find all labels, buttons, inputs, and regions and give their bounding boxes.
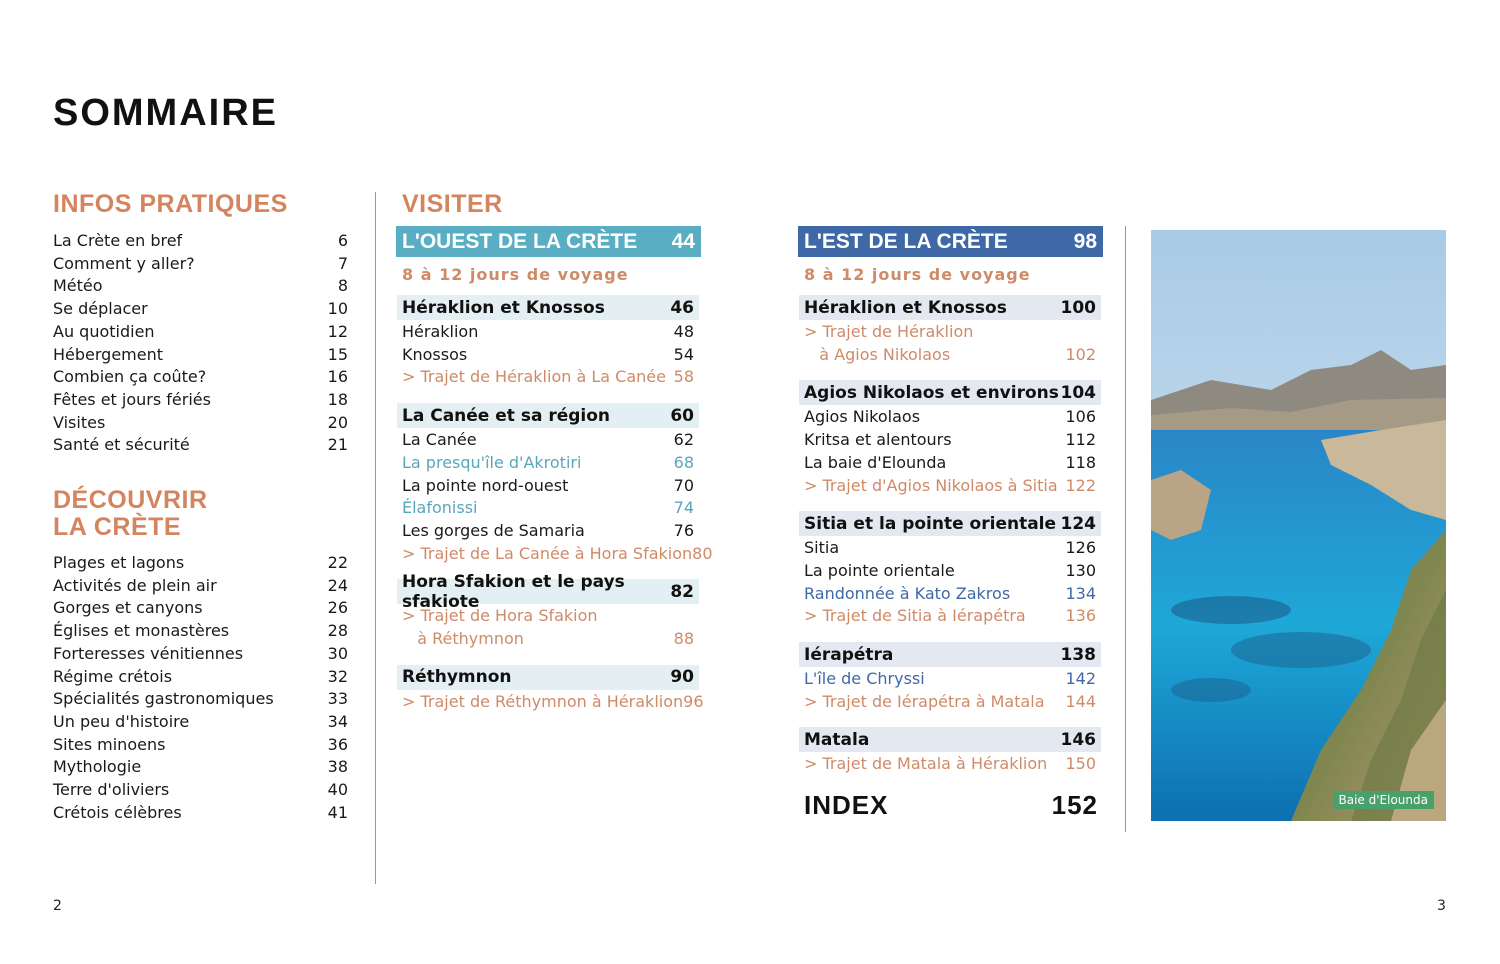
toc-entry[interactable] bbox=[53, 230, 348, 252]
toc-entry[interactable] bbox=[402, 452, 694, 474]
toc-entry-label: Activités de plein air bbox=[53, 575, 217, 595]
toc-group-heading[interactable] bbox=[799, 642, 1101, 667]
toc-entry-label: La baie d'Elounda bbox=[804, 452, 947, 472]
toc-entry-page: 54 bbox=[673, 344, 694, 364]
toc-entry[interactable] bbox=[53, 275, 348, 297]
toc-entry-page: 30 bbox=[327, 643, 348, 663]
toc-entry-label: Se déplacer bbox=[53, 299, 148, 319]
toc-entry[interactable] bbox=[402, 475, 694, 497]
region-title: L'OUEST DE LA CRÈTE bbox=[402, 229, 638, 253]
toc-group-page: 46 bbox=[670, 297, 694, 318]
toc-entry-page: 62 bbox=[673, 430, 694, 450]
toc-entry-label: Météo bbox=[53, 276, 103, 296]
toc-group-heading[interactable] bbox=[397, 571, 699, 612]
toc-group-page: 138 bbox=[1060, 644, 1096, 665]
toc-entry-label: > Trajet d'Agios Nikolaos à Sitia bbox=[804, 475, 1058, 495]
toc-entry-page: 38 bbox=[327, 757, 348, 777]
toc-entry[interactable] bbox=[804, 753, 1096, 775]
toc-entry[interactable] bbox=[402, 543, 713, 565]
region-page: 44 bbox=[671, 229, 695, 253]
toc-entry[interactable] bbox=[804, 475, 1096, 497]
toc-entry[interactable] bbox=[804, 452, 1096, 474]
toc-entry-label: Randonnée à Kato Zakros bbox=[804, 583, 1011, 603]
section-heading-decouvrir bbox=[53, 487, 208, 541]
toc-entry[interactable] bbox=[53, 321, 348, 343]
trip-duration: 8 à 12 jours de voyage bbox=[804, 265, 1031, 284]
toc-entry-label: Knossos bbox=[402, 344, 468, 364]
toc-entry-label: La pointe nord-ouest bbox=[402, 475, 569, 495]
toc-entry[interactable] bbox=[402, 628, 694, 650]
page-title: SOMMAIRE bbox=[53, 92, 278, 134]
toc-group-heading[interactable] bbox=[799, 511, 1101, 536]
toc-group-page: 82 bbox=[670, 581, 694, 602]
toc-entry-page: 18 bbox=[327, 389, 348, 409]
toc-entry-page: 40 bbox=[327, 780, 348, 799]
toc-entry[interactable] bbox=[402, 366, 694, 388]
toc-entry-label: Sites minoens bbox=[53, 734, 166, 754]
toc-group-heading[interactable] bbox=[397, 295, 699, 320]
toc-entry-page: 142 bbox=[1065, 669, 1096, 688]
toc-entry[interactable] bbox=[53, 666, 348, 688]
toc-entry[interactable] bbox=[53, 688, 348, 710]
toc-entry-label: Mythologie bbox=[53, 757, 142, 777]
toc-entry-page: 21 bbox=[327, 435, 348, 455]
toc-entry-page: 22 bbox=[327, 553, 348, 572]
toc-group-page: 124 bbox=[1060, 513, 1096, 534]
section-heading-infos: INFOS PRATIQUES bbox=[53, 190, 288, 218]
toc-entry-label: Plages et lagons bbox=[53, 553, 185, 572]
toc-entry-label: Combien ça coûte? bbox=[53, 367, 207, 387]
column-divider bbox=[375, 192, 376, 884]
toc-entry-label: > Trajet de Matala à Héraklion bbox=[804, 754, 1048, 774]
toc-entry[interactable] bbox=[53, 434, 348, 456]
toc-entry[interactable] bbox=[402, 344, 694, 366]
toc-entry[interactable] bbox=[402, 321, 694, 343]
page-number-right: 3 bbox=[1437, 898, 1446, 914]
toc-group-heading[interactable] bbox=[799, 727, 1101, 752]
page-number-left: 2 bbox=[53, 898, 62, 914]
toc-group-title: Matala bbox=[804, 729, 870, 750]
toc-entry-label: Comment y aller? bbox=[53, 253, 195, 273]
toc-entry[interactable] bbox=[402, 429, 694, 451]
toc-entry-page: 144 bbox=[1065, 691, 1096, 711]
toc-entry[interactable] bbox=[804, 668, 1096, 690]
toc-entry[interactable] bbox=[53, 643, 348, 665]
toc-group-title: Agios Nikolaos et environs bbox=[804, 382, 1059, 403]
toc-group-page: 146 bbox=[1060, 729, 1096, 750]
toc-entry[interactable] bbox=[804, 537, 1096, 559]
toc-entry-label: La pointe orientale bbox=[804, 560, 955, 580]
toc-entry-label: Gorges et canyons bbox=[53, 598, 203, 618]
toc-entry-label: Fêtes et jours fériés bbox=[53, 389, 211, 409]
toc-group-title: Héraklion et Knossos bbox=[804, 297, 1007, 318]
toc-group-heading[interactable] bbox=[799, 295, 1101, 320]
trip-duration: 8 à 12 jours de voyage bbox=[402, 265, 629, 284]
toc-entry[interactable] bbox=[53, 575, 348, 597]
toc-entry-label: Forteresses vénitiennes bbox=[53, 643, 244, 663]
toc-entry[interactable] bbox=[402, 520, 694, 542]
section-heading-visiter: VISITER bbox=[402, 190, 503, 218]
toc-entry-label: Un peu d'histoire bbox=[53, 711, 190, 731]
toc-group-page: 60 bbox=[670, 405, 694, 426]
index-page: 152 bbox=[1051, 790, 1098, 820]
toc-entry-label: Élafonissi bbox=[402, 498, 478, 518]
toc-entry-label: > Trajet de Hora Sfakion bbox=[402, 606, 598, 626]
toc-entry[interactable] bbox=[804, 605, 1096, 627]
toc-group-title: Héraklion et Knossos bbox=[402, 297, 605, 318]
toc-entry-label: > Trajet de Héraklion à La Canée bbox=[402, 367, 666, 387]
toc-entry[interactable] bbox=[53, 389, 348, 411]
toc-entry[interactable] bbox=[804, 560, 1096, 582]
landscape-illustration bbox=[1151, 230, 1446, 821]
toc-entry-page: 96 bbox=[683, 691, 704, 711]
toc-group-heading[interactable] bbox=[799, 380, 1101, 405]
toc-entry-page: 136 bbox=[1065, 606, 1096, 626]
toc-entry-page: 32 bbox=[327, 666, 348, 686]
toc-group-heading[interactable] bbox=[397, 403, 699, 428]
section-heading-line: DÉCOUVRIR bbox=[53, 486, 208, 514]
toc-entry-page: 122 bbox=[1065, 475, 1096, 495]
toc-entry-page: 16 bbox=[327, 367, 348, 387]
column-divider bbox=[1125, 226, 1126, 832]
index-entry bbox=[804, 790, 1098, 821]
toc-entry-page: 48 bbox=[673, 322, 694, 341]
toc-entry-page: 102 bbox=[1065, 344, 1096, 364]
toc-entry-label: à Réthymnon bbox=[402, 629, 524, 648]
toc-entry-page: 68 bbox=[673, 452, 694, 472]
toc-entry[interactable] bbox=[53, 253, 348, 275]
toc-entry-page: 15 bbox=[327, 344, 348, 364]
toc-entry-label: Kritsa et alentours bbox=[804, 430, 952, 450]
toc-entry-page: 58 bbox=[673, 367, 694, 387]
toc-group-page: 100 bbox=[1060, 297, 1096, 318]
toc-entry[interactable] bbox=[53, 366, 348, 388]
toc-entry[interactable] bbox=[402, 605, 694, 627]
region-banner-est bbox=[798, 226, 1103, 257]
toc-entry[interactable] bbox=[402, 691, 704, 713]
toc-entry-page: 76 bbox=[673, 520, 694, 540]
toc-entry-label: Les gorges de Samaria bbox=[402, 520, 585, 540]
toc-entry-label: > Trajet de Iérapétra à Matala bbox=[804, 691, 1045, 711]
toc-entry[interactable] bbox=[53, 756, 348, 778]
toc-entry-page: 126 bbox=[1065, 538, 1096, 558]
toc-entry-page: 130 bbox=[1065, 560, 1096, 580]
toc-entry-label: à Agios Nikolaos bbox=[804, 344, 951, 364]
toc-entry-page: 106 bbox=[1065, 407, 1096, 427]
toc-entry[interactable] bbox=[53, 802, 348, 824]
toc-group-title: Hora Sfakion et le pays sfakiote bbox=[402, 571, 625, 612]
toc-entry[interactable] bbox=[804, 344, 1096, 366]
toc-entry-page: 6 bbox=[337, 231, 348, 250]
toc-entry[interactable] bbox=[804, 406, 1096, 428]
toc-entry-label: Crétois célèbres bbox=[53, 802, 182, 822]
toc-entry-page: 7 bbox=[337, 253, 348, 273]
toc-entry-page: 88 bbox=[673, 629, 694, 648]
toc-entry[interactable] bbox=[804, 429, 1096, 451]
toc-entry-page: 70 bbox=[673, 475, 694, 495]
toc-entry-page: 112 bbox=[1065, 430, 1096, 450]
toc-entry-page: 20 bbox=[327, 412, 348, 432]
toc-entry-page: 12 bbox=[327, 321, 348, 341]
toc-entry-label: Agios Nikolaos bbox=[804, 407, 921, 427]
toc-entry-label: Spécialités gastronomiques bbox=[53, 689, 274, 709]
toc-entry[interactable] bbox=[53, 344, 348, 366]
toc-entry-page: 26 bbox=[327, 598, 348, 618]
toc-entry[interactable] bbox=[804, 583, 1096, 605]
toc-entry[interactable] bbox=[53, 597, 348, 619]
photo-elounda-bay bbox=[1151, 230, 1446, 821]
toc-entry[interactable] bbox=[53, 552, 348, 574]
toc-entry-label: Santé et sécurité bbox=[53, 435, 190, 455]
toc-group-heading[interactable] bbox=[397, 665, 699, 690]
photo-caption: Baie d'Elounda bbox=[1333, 791, 1434, 809]
toc-entry[interactable] bbox=[402, 497, 694, 519]
toc-entry-label: Hébergement bbox=[53, 344, 164, 364]
toc-group-title: Réthymnon bbox=[402, 667, 512, 688]
toc-entry-label: Au quotidien bbox=[53, 321, 155, 341]
toc-entry-page: 10 bbox=[327, 299, 348, 319]
toc-entry-page: 36 bbox=[327, 734, 348, 754]
region-page: 98 bbox=[1073, 229, 1097, 253]
toc-entry-label: Sitia bbox=[804, 538, 840, 558]
toc-entry-page: 24 bbox=[327, 575, 348, 595]
toc-entry-label: La Canée bbox=[402, 430, 477, 450]
toc-entry-label: La Crète en bref bbox=[53, 231, 183, 250]
toc-entry-page: 74 bbox=[673, 498, 694, 518]
toc-entry[interactable] bbox=[53, 412, 348, 434]
toc-entry-label: > Trajet de Sitia à Iérapétra bbox=[804, 606, 1026, 626]
region-banner-ouest bbox=[396, 226, 701, 257]
toc-entry-label: Terre d'oliviers bbox=[53, 780, 170, 799]
toc-entry-page: 8 bbox=[337, 276, 348, 296]
toc-entry[interactable] bbox=[53, 711, 348, 733]
toc-entry[interactable] bbox=[53, 734, 348, 756]
toc-group-title: Iérapétra bbox=[804, 644, 894, 665]
toc-entry-label: Visites bbox=[53, 412, 106, 432]
toc-entry[interactable] bbox=[53, 620, 348, 642]
toc-group-page: 104 bbox=[1060, 382, 1096, 403]
toc-entry-page: 28 bbox=[327, 621, 348, 641]
toc-entry-label: La presqu'île d'Akrotiri bbox=[402, 452, 582, 472]
toc-entry[interactable] bbox=[53, 298, 348, 320]
toc-entry-page: 80 bbox=[692, 543, 713, 563]
section-heading-line: LA CRÈTE bbox=[53, 513, 182, 541]
toc-group-page: 90 bbox=[670, 667, 694, 688]
toc-entry[interactable] bbox=[53, 779, 348, 801]
toc-entry-page: 34 bbox=[327, 711, 348, 731]
toc-entry-label: Églises et monastères bbox=[53, 621, 230, 641]
toc-entry-page: 150 bbox=[1065, 754, 1096, 774]
toc-entry-label: > Trajet de Réthymnon à Héraklion bbox=[402, 691, 684, 711]
toc-entry-page: 134 bbox=[1065, 583, 1096, 603]
toc-entry-page: 41 bbox=[327, 802, 348, 822]
toc-entry-label: Héraklion bbox=[402, 322, 479, 341]
toc-entry[interactable] bbox=[804, 691, 1096, 713]
toc-group-title: La Canée et sa région bbox=[402, 405, 611, 426]
toc-entry-label: > Trajet de Héraklion bbox=[804, 322, 974, 341]
region-title: L'EST DE LA CRÈTE bbox=[804, 229, 1008, 253]
toc-entry-label: Régime crétois bbox=[53, 666, 173, 686]
toc-group-title: Sitia et la pointe orientale bbox=[804, 513, 1057, 534]
toc-entry-page: 118 bbox=[1065, 452, 1096, 472]
toc-entry[interactable] bbox=[804, 321, 1096, 343]
toc-entry-page: 33 bbox=[327, 689, 348, 709]
index-label: INDEX bbox=[804, 790, 889, 820]
toc-entry-label: > Trajet de La Canée à Hora Sfakion bbox=[402, 543, 693, 563]
toc-entry-label: L'île de Chryssi bbox=[804, 669, 925, 688]
